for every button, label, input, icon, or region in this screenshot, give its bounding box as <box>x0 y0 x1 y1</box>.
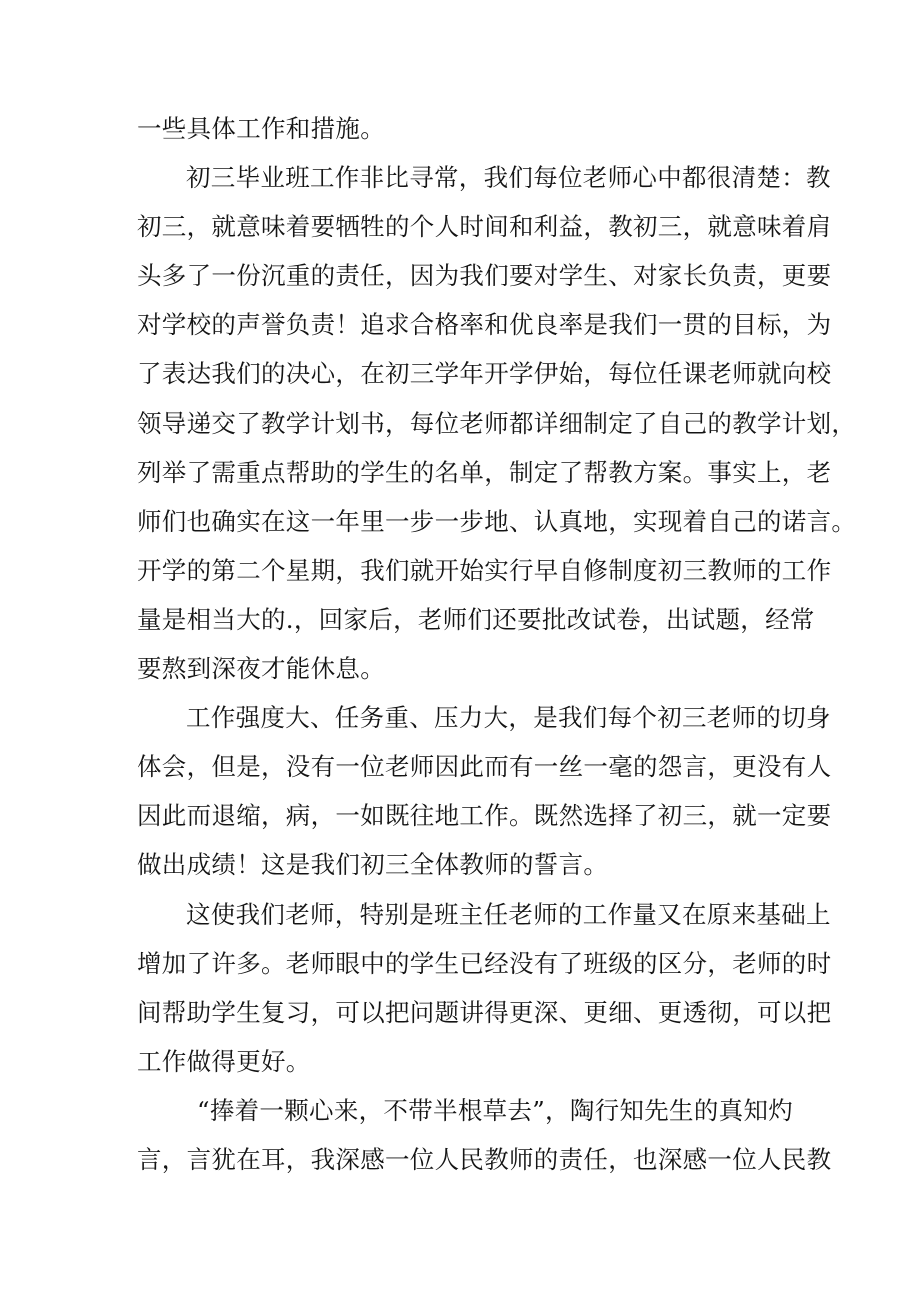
text-line: 工作做得更好。 <box>137 1046 311 1076</box>
text-line: 列举了需重点帮助的学生的名单，制定了帮教方案。事实上，老 <box>137 457 832 487</box>
text-line: 增加了许多。老师眼中的学生已经没有了班级的区分，老师的时 <box>137 948 832 978</box>
text-line: 工作强度大、任务重、压力大，是我们每个初三老师的切身 <box>186 703 831 733</box>
text-line: 初三毕业班工作非比寻常，我们每位老师心中都很清楚：教 <box>186 163 831 193</box>
text-line: 做出成绩！这是我们初三全体教师的誓言。 <box>137 850 609 880</box>
text-line: 这使我们老师，特别是班主任老师的工作量又在原来基础上 <box>186 899 831 929</box>
text-line: 初三，就意味着要牺牲的个人时间和利益，教初三，就意味着肩 <box>137 212 832 242</box>
text-line: 间帮助学生复习，可以把问题讲得更深、更细、更透彻，可以把 <box>137 997 832 1027</box>
text-line: 领导递交了教学计划书，每位老师都详细制定了自己的教学计划， <box>137 408 857 438</box>
text-line: “捧着一颗心来，不带半根草去”，陶行知先生的真知灼 <box>197 1095 794 1125</box>
text-line: 体会，但是，没有一位老师因此而有一丝一毫的怨言，更没有人 <box>137 752 832 782</box>
text-line: 一些具体工作和措施。 <box>137 114 385 143</box>
text-line: 了表达我们的决心，在初三学年开学伊始，每位任课老师就向校 <box>137 359 832 389</box>
text-line: 师们也确实在这一年里一步一步地、认真地，实现着自己的诺言。 <box>137 506 857 536</box>
text-line: 对学校的声誉负责！追求合格率和优良率是我们一贯的目标，为 <box>137 310 832 340</box>
text-line: 量是相当大的.，回家后，老师们还要批改试卷，出试题，经常 <box>137 604 815 634</box>
text-line: 因此而退缩，病，一如既往地工作。既然选择了初三，就一定要 <box>137 801 832 831</box>
text-line: 开学的第二个星期，我们就开始实行早自修制度初三教师的工作 <box>137 555 832 585</box>
text-line: 头多了一份沉重的责任，因为我们要对学生、对家长负责，更要 <box>137 261 832 291</box>
document-body <box>137 104 857 1184</box>
text-line: 要熬到深夜才能休息。 <box>137 654 385 684</box>
text-line: 言，言犹在耳，我深感一位人民教师的责任，也深感一位人民教 <box>137 1144 832 1174</box>
